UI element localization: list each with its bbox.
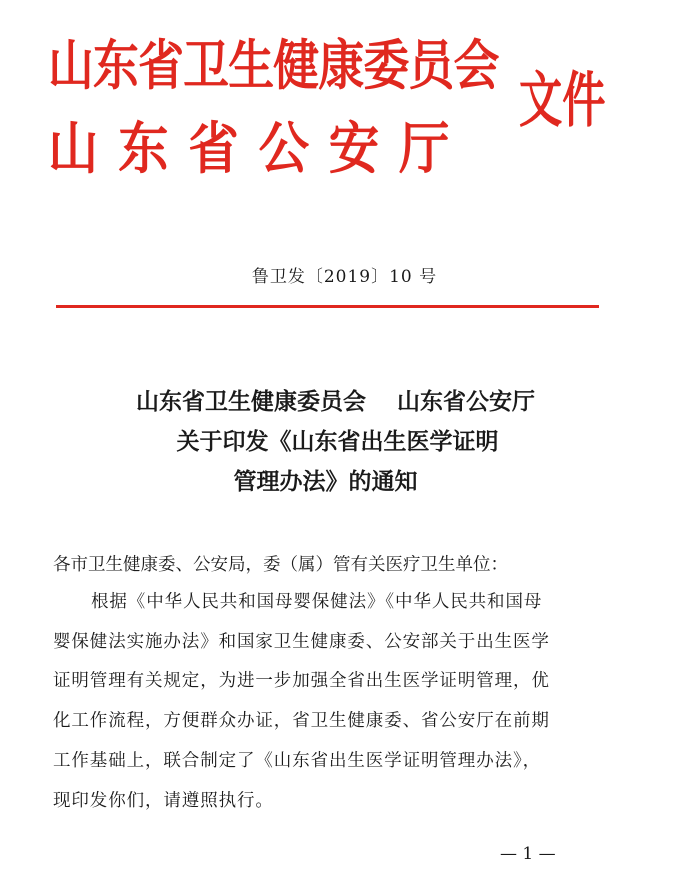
body-line: 工作基础上，联合制定了《山东省出生医学证明管理办法》，: [53, 750, 542, 771]
title-line-2: 关于印发《山东省出生医学证明: [176, 428, 499, 455]
issuer-name-health-commission: 山东省卫生健康委员会: [48, 34, 499, 97]
title-line-1: 山东省卫生健康委员会 山东省公安厅: [135, 388, 535, 415]
document-number: 鲁卫发〔2019〕10 号: [251, 267, 438, 287]
red-separator-line: [56, 305, 599, 308]
body-line: 婴保健法实施办法》和国家卫生健康委、公安部关于出生医学: [53, 631, 550, 652]
body-line: 根据《中华人民共和国母婴保健法》《中华人民共和国母: [91, 592, 543, 612]
document-title: [0, 382, 689, 502]
document-header-suffix: 文件: [519, 66, 606, 136]
page-number: — 1 —: [500, 844, 556, 864]
title-line-3: 管理办法》的通知: [233, 468, 418, 495]
body-line: 化工作流程，方便群众办证，省卫生健康委、省公安厅在前期: [53, 711, 550, 732]
body-line: 现印发你们，请遵照执行。: [53, 790, 274, 811]
body-paragraph: [53, 583, 643, 821]
addressee-line: 各市卫生健康委、公安局，委（属）管有关医疗卫生单位：: [53, 555, 508, 575]
issuer-name-public-security: 山东省公安厅: [48, 117, 470, 182]
body-line: 证明管理有关规定，为进一步加强全省出生医学证明管理，优: [53, 671, 550, 692]
